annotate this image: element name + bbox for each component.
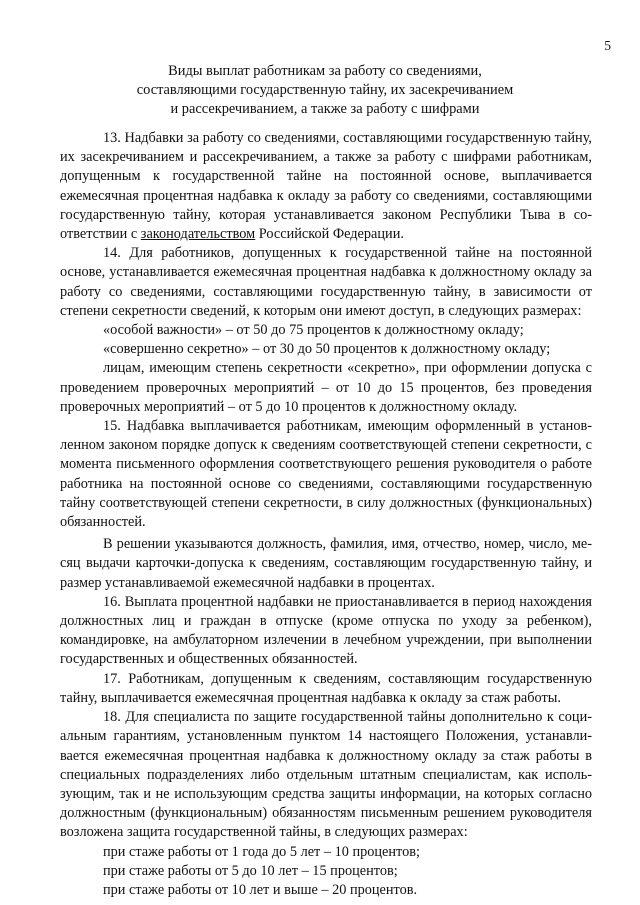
paragraph-18-item: при стаже работы от 1 года до 5 лет – 10 процентов; [103,843,420,860]
document-body [60,129,592,900]
paragraph-18-item: при стаже работы от 5 до 10 лет – 15 процентов; [103,862,398,879]
paragraph-13-text: 13. Надбавки за работу со сведениями, составляющими государственную тайну, их засекречиванием и рассекречиванием, а также за работу с шифрами работникам, допущенным к государственной тайне на постоянной основе, выплачивается ежемесячная процентная надбавка к окладу за работу со сведениями, составляющими государственную тайну, которая устанавливается законом Республики Тыва в соответствии с [60,130,592,243]
paragraph-17: 17. Работникам, допущенным к сведениям, составляющим государственную тайну, выплачивается ежемесячная процентная надбавка к окладу за стаж работы. [60,670,592,706]
paragraph-14: 14. Для работников, допущенных к государственной тайне на постоянной основе, устанавливается ежемесячная процентная надбавка к должностному окладу за работу со сведениями, составляющими государственную тайну, в зависимости от степени секретности сведений, к которым они имеют доступ, в следующих размерах: [60,245,592,319]
section-heading [60,62,590,119]
heading-line: Виды выплат работникам за работу со сведениями, [168,63,482,79]
heading-line: составляющими государственную тайну, их засекречиванием [136,82,514,98]
paragraph-13 [60,129,592,244]
legislation-link[interactable]: законодательством [140,226,256,243]
paragraph-16: 16. Выплата процентной надбавки не приостанавливается в период нахождения должностных лиц и граждан в отпуске (кроме отпуска по уходу за ребенком), командировке, на амбулаторном излечении в лечебном учреждении, при выполнении государственных и общественных обязанностей. [60,593,592,668]
paragraph-14-item: «совершенно секретно» – от 30 до 50 процентов к должностному окладу; [103,341,551,358]
paragraph-18-item: при стаже работы от 10 лет и выше – 20 процентов. [103,881,418,898]
paragraph-15: 15. Надбавка выплачивается работникам, имеющим оформленный в установленном законом порядке допуск к сведениям соответствующей степени секретности, с момента письменного оформления соответствующего решения руководителя о работе работника на постоянной основе со сведениями, составляющими государственную тайну соответствующей степени секретности, в силу должностных (функциональных) обязанностей. [60,418,592,531]
heading-line: и рассекречиванием, а также за работу с шифрами [170,101,480,117]
paragraph-18: 18. Для специалиста по защите государственной тайны дополнительно к социальным гарантиям, установленным пунктом 14 настоящего Положения, устанавливается ежемесячная процентная надбавка к должностному окладу за стаж работы в специальных подразделениях либо отдельным штатным специалистам, как использующим, так и не использующим средства защиты информации, на которых согласно должностным (функциональным) обязанностям письменным решением руководителя возложена защита государственной тайны, в следующих размерах: [60,709,592,841]
paragraph-15-decision: В решении указываются должность, фамилия, имя, отчество, номер, число, месяц выдачи карточки-допуска к сведениям, составляющим государственную тайну, и размер устанавливаемой ежемесячной надбавки в процентах. [60,536,592,591]
paragraph-14-item: лицам, имеющим степень секретности «секретно», при оформлении допуска с проведением проверочных мероприятий – от 10 до 15 процентов, без проведения проверочных мероприятий – от 5 до 10 процентов к должностному окладу. [60,360,592,415]
paragraph-14-item: «особой важности» – от 50 до 75 процентов к должностному окладу; [103,322,524,339]
page-number: 5 [604,38,611,53]
paragraph-13-text-end: Российской Федерации. [255,226,404,243]
